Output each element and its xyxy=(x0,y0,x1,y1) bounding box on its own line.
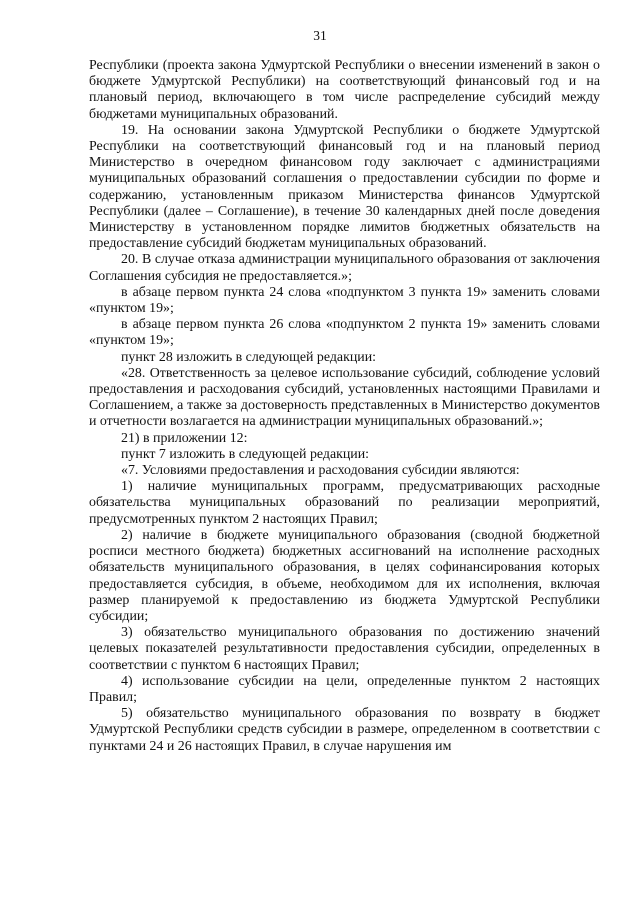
paragraph: 21) в приложении 12: xyxy=(121,430,248,446)
paragraph: 4) использование субсидии на цели, определенные пунктом 2 настоящих Правил; xyxy=(89,673,600,705)
paragraph: 20. В случае отказа администрации муниципального образования от заключения Соглашения субсидия не предоставляется.»; xyxy=(89,252,600,284)
paragraph: «7. Условиями предоставления и расходования субсидии являются: xyxy=(121,463,520,479)
page-number: 31 xyxy=(313,28,327,43)
paragraph: 3) обязательство муниципального образования по достижению значений целевых показателей результативности предоставления субсидии, определенных в соответствии с пунктом 6 настоящих Правил; xyxy=(89,625,600,673)
paragraph: 2) наличие в бюджете муниципального образования (сводной бюджетной росписи местного бюджета) бюджетных ассигнований на исполнение расходных обязательств муниципального образования, в целях софинансирования которых предоставляется субсидия, в объеме, необходимом для их исполнения, включая размер планируемой к предоставлению из бюджета Удмуртской Республики субсидии; xyxy=(89,527,600,624)
paragraph: пункт 28 изложить в следующей редакции: xyxy=(121,349,376,365)
paragraph: Республики (проекта закона Удмуртской Республики о внесении изменений в закон о бюджете Удмуртской Республики) на соответствующий финансовый год и на плановый период, включающего в том числе распределение субсидий между бюджетами муниципальных образований. xyxy=(89,58,600,122)
paragraph: в абзаце первом пункта 24 слова «подпунктом 3 пункта 19» заменить словами «пунктом 19»; xyxy=(89,284,600,317)
paragraph: «28. Ответственность за целевое использование субсидий, соблюдение условий предоставления и расходования субсидий, установленных настоящими Правилами и Соглашением, а также за достоверность представленных в Министерство документов и отчетности возлагается на администрации муниципальных образований.»; xyxy=(89,365,600,430)
paragraph: 5) обязательство муниципального образования по возврату в бюджет Удмуртской Республики средств субсидии в размере, определенном в соответствии с пунктами 24 и 26 настоящих Правил, в случае нарушения им xyxy=(89,706,600,754)
paragraph: в абзаце первом пункта 26 слова «подпунктом 2 пункта 19» заменить словами «пунктом 19»; xyxy=(89,317,600,349)
paragraph: 19. На основании закона Удмуртской Республики о бюджете Удмуртской Республики на соответствующий финансовый год и на плановый период Министерство в очередном финансовом году заключает с администрациями муниципальных образований соглашения о предоставлении субсидии по форме и содержанию, установленным приказом Министерства финансов Удмуртской Республики (далее – Соглашение), в течение 30 календарных дней после доведения Министерству в установленном порядке лимитов бюджетных обязательств на предоставление субсидий бюджетам муниципальных образований. xyxy=(89,122,600,252)
paragraph: пункт 7 изложить в следующей редакции: xyxy=(121,446,370,462)
document-body xyxy=(89,58,600,755)
paragraph: 1) наличие муниципальных программ, предусматривающих расходные обязательства муниципальных образований по реализации мероприятий, предусмотренных пунктом 2 настоящих Правил; xyxy=(89,479,600,527)
